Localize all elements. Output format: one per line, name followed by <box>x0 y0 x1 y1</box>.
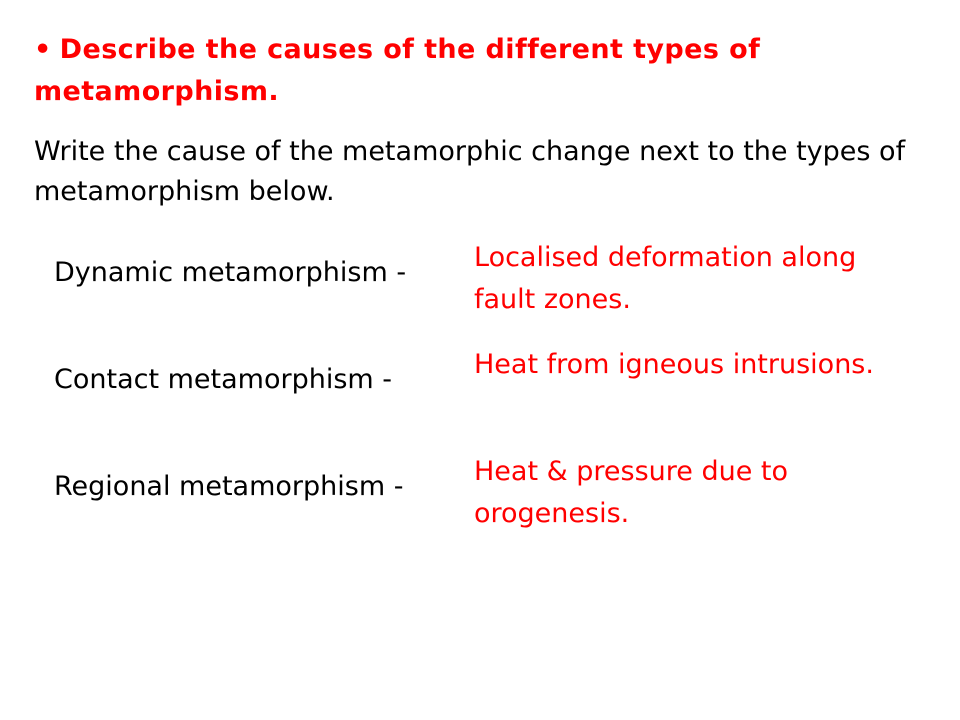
term-dynamic: Dynamic metamorphism - <box>54 257 407 288</box>
instruction-text: Write the cause of the metamorphic change next to the types of metamorphism below. <box>34 136 906 207</box>
cause-dynamic: Localised deformation along fault zones. <box>474 242 857 315</box>
learning-objective <box>34 29 914 113</box>
objective-text: Describe the causes of the different types of metamorphism. <box>34 34 761 107</box>
term-contact: Contact metamorphism - <box>54 364 393 395</box>
cause-contact: Heat from igneous intrusions. <box>474 349 874 380</box>
term-regional: Regional metamorphism - <box>54 471 404 502</box>
cause-regional: Heat & pressure due to orogenesis. <box>474 456 789 529</box>
bullet-icon: • <box>34 34 52 65</box>
